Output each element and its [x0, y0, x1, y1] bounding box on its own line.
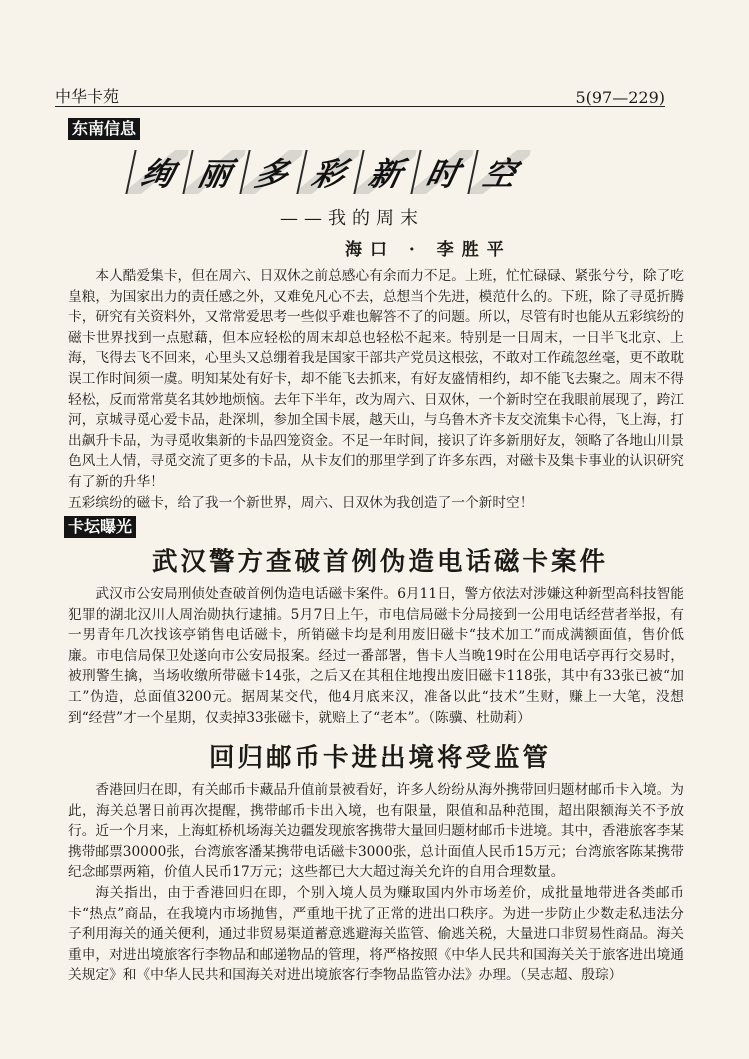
title-glyph: 空 — [467, 150, 530, 194]
paragraph: 五彩缤纷的磁卡，给了我一个新世界，周六、日双休为我创造了一个新时空！ — [68, 494, 534, 511]
paragraph: 海关指出，由于香港回归在即，个别入境人员为赚取国内外市场差价，成批量地带进各类邮币卡“热点”商品，在我境内市场抛售，严重地干扰了正常的进出口秩序。为进一步防止少数走私违法分子利用海关的通关便利，通过非贸易渠道蓄意逃避海关监管、偷逃关税，大量进口非贸易性商品。海关重申，对进出境旅客行李物品和邮递物品的管理，将严格按照《中华人民共和国海关关于旅客进出境通关规定》和《中华人民共和国海关对进出境旅客行李物品监管办法》办理。（吴志超、殷琮） — [68, 884, 684, 984]
section-tag-card-exposure: 卡坛曝光 — [64, 516, 136, 538]
paragraph: 本人酷爱集卡，但在周六、日双休之前总感心有余而力不足。上班，忙忙碌碌、紧张兮兮，除了吃皇粮，为国家出力的责任感之外，又难免凡心不去，总想当个先进，模范什么的。下班，除了寻觅折腾卡，研究有关资料外，又常常爱思考一些似乎难也解答不了的问题。所以，尽管有时也能从五彩缤纷的磁卡世界找到一点慰藉，但本应轻松的周末却总也轻松不起来。特别是一日周末，一日半飞北京、上海，飞得去飞不回来，心里头又总绷着我是国家干部共产党员这根弦，不敢对工作疏忽丝毫，更不敢耽误工作时间须一虞。明知某处有好卡，却不能飞去抓来，有好友盛情相约，却不能飞去聚之。周末不得轻松，反而常常莫名其妙地烦恼。去年下半年，改为周六、日双休，一个新时空在我眼前展现了，跨江河，京城寻觅心爱卡品，赴深圳，参加全国卡展，越天山，与乌鲁木齐卡友交流集卡心得，飞上海，打出飙升卡品，为寻觅收集新的卡品四笼资金。不足一年时间，接识了许多新朋好友，领略了各地山川景色风土人情，寻觅交流了更多的卡品，从卡友们的那里学到了许多东西，对磁卡及集卡事业的认识研究有了新的升华！ — [68, 268, 684, 490]
article-body-weekend — [68, 266, 684, 513]
title-glyph: 丽 — [182, 150, 245, 194]
page-header — [55, 85, 665, 107]
headline-customs-supervision: 回归邮币卡进出境将受监管 — [208, 743, 551, 773]
paragraph: 武汉市公安局刑侦处查破首例伪造电话磁卡案件。6月11日，警方依法对涉嫌这种新型高科技智能犯罪的湖北汉川人周治勋执行逮捕。5月7日上午，市电信局磁卡分局接到一公用电话经营者举报，有一男青年几次找该亭销售电话磁卡，所销磁卡均是利用废旧磁卡“技术加工”而成满额面值，售价低廉。市电信局保卫处遂向市公安局报案。经过一番部署，售卡人当晚19时在公用电话亭再行交易时，被刑警生擒，当场收缴所带磁卡14张，之后又在其租住地搜出废旧磁卡118张，其中有33张已被“加工”伪造，总面值3200元。据周某交代，他4月底来汉，准备以此“技术”生财，赚上一大笔，没想到“经营”才一个星期，仅卖掉33张磁卡，就赔上了“老本”。（陈骥、杜勋莉） — [68, 586, 684, 726]
title-glyph: 时 — [410, 150, 473, 194]
article-byline: 海口 · 李胜平 — [345, 240, 512, 260]
article-body-customs — [68, 780, 684, 986]
article-subtitle: ——我的周末 — [280, 208, 424, 229]
title-glyph: 彩 — [296, 150, 359, 194]
header-divider — [55, 106, 665, 107]
article-body-wuhan — [68, 584, 684, 728]
issue-number: 5(97—229) — [575, 88, 665, 107]
article-title-decorative — [130, 150, 526, 194]
title-glyph: 新 — [353, 150, 416, 194]
section-tag-southeast-news: 东南信息 — [68, 118, 140, 140]
paragraph: 香港回归在即，有关邮币卡藏品升值前景被看好，许多人纷纷从海外携带回归题材邮币卡入境。为此，海关总署日前再次提醒，携带邮币卡出入境，也有限量，限值和品种范围，超出限额海关不予放行。近一个月来，上海虹桥机场海关边疆发现旅客携带大量回归题材邮币卡进境。其中，香港旅客李某携带邮票30000张，台湾旅客潘某携带电话磁卡3000张，总计面值人民币15万元；台湾旅客陈某携带纪念邮票两箱，价值人民币17万元；这些都已大大超过海关允许的自用合理数量。 — [68, 782, 684, 881]
title-glyph: 多 — [239, 150, 302, 194]
title-glyph: 绚 — [125, 150, 188, 194]
publication-name: 中华卡苑 — [55, 87, 120, 106]
headline-wuhan-fake-cards: 武汉警方查破首例伪造电话磁卡案件 — [151, 547, 608, 577]
